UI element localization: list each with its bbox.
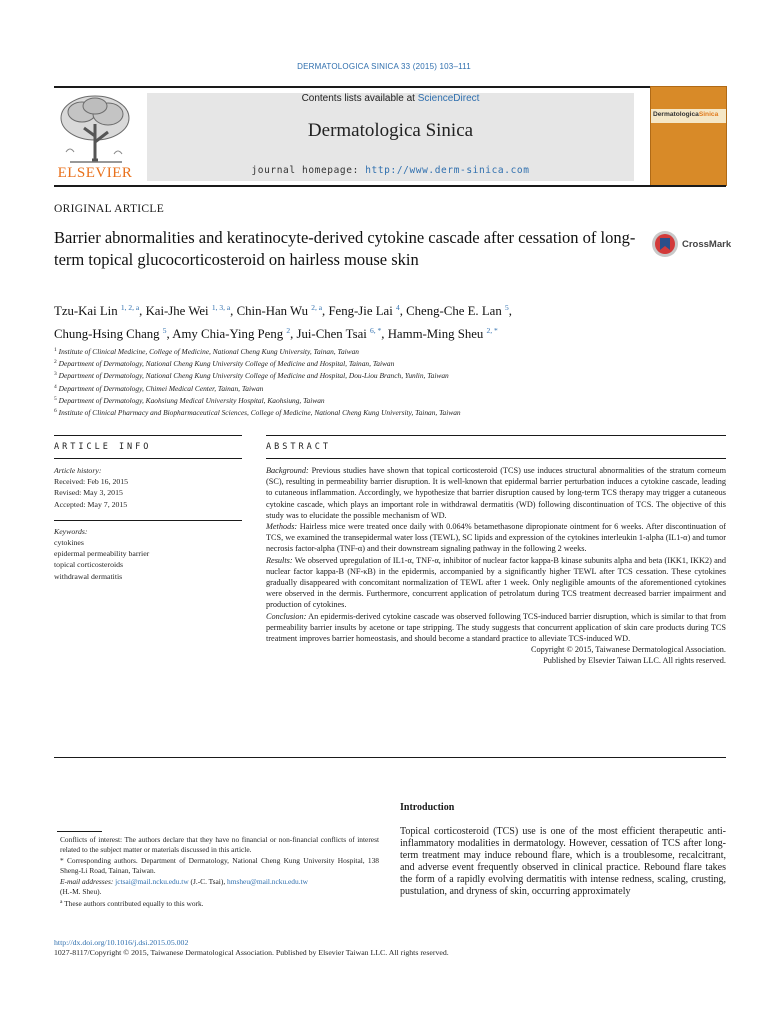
introduction-heading: Introduction xyxy=(400,802,455,813)
author-separator: , xyxy=(322,304,329,318)
author-affil-marks[interactable]: 5 xyxy=(504,303,509,312)
author-name[interactable]: Hamm-Ming Sheu xyxy=(387,327,484,341)
keyword-item: topical corticosteroids xyxy=(54,560,124,570)
affiliation-text: Institute of Clinical Medicine, College of Medicine, National Cheng Kung University, Tainan, Taiwan xyxy=(58,347,360,356)
author-affil-marks[interactable]: 1, 3, a xyxy=(211,303,231,312)
corresponding-note: * Corresponding authors. Department of Dermatology, National Cheng Kung University Hospital, 138 Sheng-Li Road, Tainan, Taiwan. xyxy=(60,855,379,876)
affiliation-text: Department of Dermatology, Kaohsiung Medical University Hospital, Kaohsiung, Taiwan xyxy=(58,395,325,405)
affiliation-item xyxy=(54,345,726,357)
author-name[interactable]: Feng-Jie Lai xyxy=(328,304,393,318)
author-affil-marks[interactable]: 5 xyxy=(162,326,167,335)
abstract-conclusion xyxy=(266,611,726,645)
contents-line xyxy=(147,93,634,104)
email-link-tsai[interactable]: jctsai@mail.ncku.edu.tw xyxy=(115,876,189,886)
journal-homepage-link[interactable]: http://www.derm-sinica.com xyxy=(365,165,530,176)
crossmark-badge[interactable] xyxy=(651,229,731,259)
author-affil-marks[interactable]: 6, * xyxy=(370,326,382,335)
introduction-text: Topical corticosteroid (TCS) use is one of the most efficient therapeutic anti-inflammatory modalities in dermatology. However, cessation of TCS after long-term treatment may induce rebound flare, which is a troublesome, recalcitrant, and adverse event frequently observed in clinical practice. Rebound flare takes the form of a rapidly evolving dermatitis with intense redness, scaling, crusting, pustulation, and dryness of skin, occurring approximately xyxy=(400,826,726,898)
journal-cover-thumbnail[interactable] xyxy=(650,86,727,186)
results-label: Results: xyxy=(266,555,293,565)
affiliation-item xyxy=(54,382,726,394)
article-title: Barrier abnormalities and keratinocyte-derived cytokine cascade after cessation of long-term topical glucocorticosteroid on hairless mouse skin xyxy=(54,228,636,269)
affiliation-number: 4 xyxy=(54,383,57,390)
author-affil-marks[interactable]: 2 xyxy=(286,326,291,335)
affiliation-item xyxy=(54,369,726,381)
equal-mark: a xyxy=(60,899,63,906)
journal-name: Dermatologica Sinica xyxy=(307,120,474,141)
author-affil-marks[interactable]: 2, a xyxy=(311,303,323,312)
cover-title-a: Dermatologica xyxy=(653,111,699,118)
received-date: Received: Feb 16, 2015 xyxy=(54,477,129,487)
author-separator: , xyxy=(381,327,388,341)
footnote-rule xyxy=(57,831,102,832)
background-text: Previous studies have shown that topical corticosteroid (TCS) use induces structural abnormalities of the stratum corneum (SC), resulting in permeability barrier disruption. It is well-known that epidermal barrier perturbation induces a cytokine cascade, leading to cutaneous inflammation. Accordingly, we hypothesize that barrier disruption caused by long-term TCS therapy may trigger a cutaneous cytokine cascade, which plays an important role in withdrawal dermatitis (WD) following discontinuation of TCS. The objective of this study was to elucidate the possible mechanism of WD. xyxy=(266,466,727,520)
author-name[interactable]: Jui-Chen Tsai xyxy=(296,327,367,341)
info-header-rule xyxy=(54,458,242,459)
cover-title-b: Sinica xyxy=(698,111,719,118)
keyword-item: cytokines xyxy=(54,538,84,548)
author-separator: , xyxy=(508,304,512,318)
email-label: E-mail addresses: xyxy=(60,876,116,886)
journal-homepage-line xyxy=(147,165,634,176)
affiliation-number: 1 xyxy=(54,347,57,353)
author-separator: , xyxy=(166,327,173,341)
article-type: ORIGINAL ARTICLE xyxy=(54,203,165,215)
masthead-top-rule xyxy=(54,86,726,88)
revised-date: Revised: May 3, 2015 xyxy=(54,488,123,498)
article-info-heading: ARTICLE INFO xyxy=(54,442,152,452)
abstract-heading: ABSTRACT xyxy=(266,442,331,452)
abstract-top-rule xyxy=(266,435,726,436)
footnotes xyxy=(54,835,379,910)
affiliation-item xyxy=(54,394,726,406)
email-link-sheu[interactable]: hmsheu@mail.ncku.edu.tw xyxy=(227,876,308,886)
keywords-label: Keywords: xyxy=(54,526,88,536)
elsevier-tree-icon xyxy=(54,92,136,166)
abstract-copyright: Copyright © 2015, Taiwanese Dermatological Association. xyxy=(530,645,726,655)
author-name[interactable]: Tzu-Kai Lin xyxy=(54,304,118,318)
author-affil-marks[interactable]: 2, * xyxy=(486,326,498,335)
author-name[interactable]: Chung-Hsing Chang xyxy=(54,327,160,341)
masthead-bottom-rule xyxy=(54,185,726,187)
methods-label: Methods: xyxy=(266,522,298,532)
affiliation-text: Department of Dermatology, National Cheng Kung University College of Medicine and Hospital, Dou-Liou Branch, Yunlin, Taiwan xyxy=(58,371,449,381)
author-separator: , xyxy=(399,304,407,318)
keyword-item: withdrawal dermatitis xyxy=(54,571,123,581)
affiliation-item xyxy=(54,406,726,418)
journal-citation[interactable]: DERMATOLOGICA SINICA 33 (2015) 103–111 xyxy=(297,62,471,71)
abstract-body xyxy=(266,465,726,667)
conflicts-note: Conflicts of interest: The authors declare that they have no financial or non-financial conflicts of interest related to the subject matter or materials discussed in this article. xyxy=(60,835,379,855)
results-text: We observed upregulation of IL1-α, TNF-α, inhibitor of nuclear factor kappa-B kinase subunits alpha and beta (IKK1, IKK2) and nuclear factor kappa-B (NF-κB) in the epidermis, accompanied by a significantly higher TEWL after TCS cessation. These cytokines gradually disappeared with concomitant normalization of TEWL after 1 week. Only negligible amounts of the aforementioned cytokines were observed in the dermis. Furthermore, concurrent application of petrolatum during TCS treatment decreased barrier impairment and production of cytokines. xyxy=(266,555,726,610)
email-tsai-name: (J.-C. Tsai), xyxy=(188,876,228,886)
author-name[interactable]: Kai-Jhe Wei xyxy=(145,304,209,318)
crossmark-icon xyxy=(651,229,679,259)
cover-title xyxy=(653,111,718,118)
author-separator: , xyxy=(290,327,297,341)
abstract-background xyxy=(266,465,726,521)
affiliation-number: 3 xyxy=(54,371,57,378)
abstract-header-rule xyxy=(266,458,726,459)
abstract-results xyxy=(266,555,726,611)
email-note xyxy=(54,877,379,898)
affiliation-text: Department of Dermatology, National Cheng Kung University College of Medicine and Hospital, Tainan, Taiwan xyxy=(58,359,395,369)
email-sheu-name: (H.-M. Sheu). xyxy=(60,887,102,897)
crossmark-label: CrossMark xyxy=(682,239,732,250)
conclusion-text: An epidermis-derived cytokine cascade was observed following TCS-induced barrier disruption, which is similar to that from permeability barrier insults by acetone or tape stripping. The study suggests that concurrent application of skin care products during TCS treatment improves barrier homeostasis, and should become a standard practice to alleviate TCS-induced WD. xyxy=(266,611,726,644)
author-name[interactable]: Cheng-Che E. Lan xyxy=(406,304,502,318)
publisher-logo-text: ELSEVIER xyxy=(57,165,133,181)
article-info-panel xyxy=(54,465,242,582)
background-label: Background: xyxy=(266,466,309,475)
journal-banner xyxy=(147,93,634,181)
affiliation-text: Institute of Clinical Pharmacy and Biopharmaceutical Sciences, College of Medicine, National Cheng Kung University, Tainan, Taiwan xyxy=(58,408,461,418)
abstract-bottom-rule xyxy=(54,757,726,758)
doi-link[interactable]: http://dx.doi.org/10.1016/j.dsi.2015.05.002 xyxy=(54,938,189,947)
author-name[interactable]: Chin-Han Wu xyxy=(236,304,308,318)
affiliation-number: 2 xyxy=(54,359,57,366)
equal-contribution-note xyxy=(54,897,379,909)
author-affil-marks[interactable]: 4 xyxy=(395,303,400,312)
info-top-rule xyxy=(54,435,242,436)
author-affil-marks[interactable]: 1, 2, a xyxy=(120,303,140,312)
conclusion-label: Conclusion: xyxy=(266,611,307,621)
author-separator: , xyxy=(139,304,146,318)
abstract-publisher: Published by Elsevier Taiwan LLC. All rights reserved. xyxy=(543,656,726,666)
affiliation-text: Department of Dermatology, Chimei Medical Center, Tainan, Taiwan xyxy=(58,383,264,393)
abstract-methods xyxy=(266,521,726,555)
affiliation-item xyxy=(54,357,726,369)
homepage-prefix: journal homepage: xyxy=(251,165,366,176)
affiliation-number: 6 xyxy=(54,408,57,415)
methods-text: Hairless mice were treated once daily with 0.064% betamethasone dipropionate ointment for 6 weeks. After discontinuation of TCS, we examined the transepidermal water loss (TEWL), SC lipids and expression of the cytokines interleukin 1-alpha (IL1-α) and tumor necrosis factor-alpha (TNF-α) and their downstream signaling pathway in the following 2 weeks. xyxy=(266,522,727,554)
keywords-rule xyxy=(54,520,242,521)
affiliation-number: 5 xyxy=(54,395,57,402)
affiliation-list xyxy=(54,345,726,418)
equal-text: These authors contributed equally to this work. xyxy=(62,899,204,909)
sciencedirect-link[interactable]: ScienceDirect xyxy=(417,93,480,104)
contents-prefix: Contents lists available at xyxy=(301,93,418,104)
author-separator: , xyxy=(230,304,237,318)
keyword-item: epidermal permeability barrier xyxy=(54,549,150,559)
author-name[interactable]: Amy Chia-Ying Peng xyxy=(172,327,284,341)
issn-copyright: 1027-8117/Copyright © 2015, Taiwanese Dermatological Association. Published by Elsevier Taiwan LLC. All rights reserved. xyxy=(54,948,449,957)
accepted-date: Accepted: May 7, 2015 xyxy=(54,499,128,509)
publisher-logo[interactable] xyxy=(54,92,136,184)
article-history-label: Article history: xyxy=(54,466,102,475)
author-list xyxy=(54,298,726,344)
